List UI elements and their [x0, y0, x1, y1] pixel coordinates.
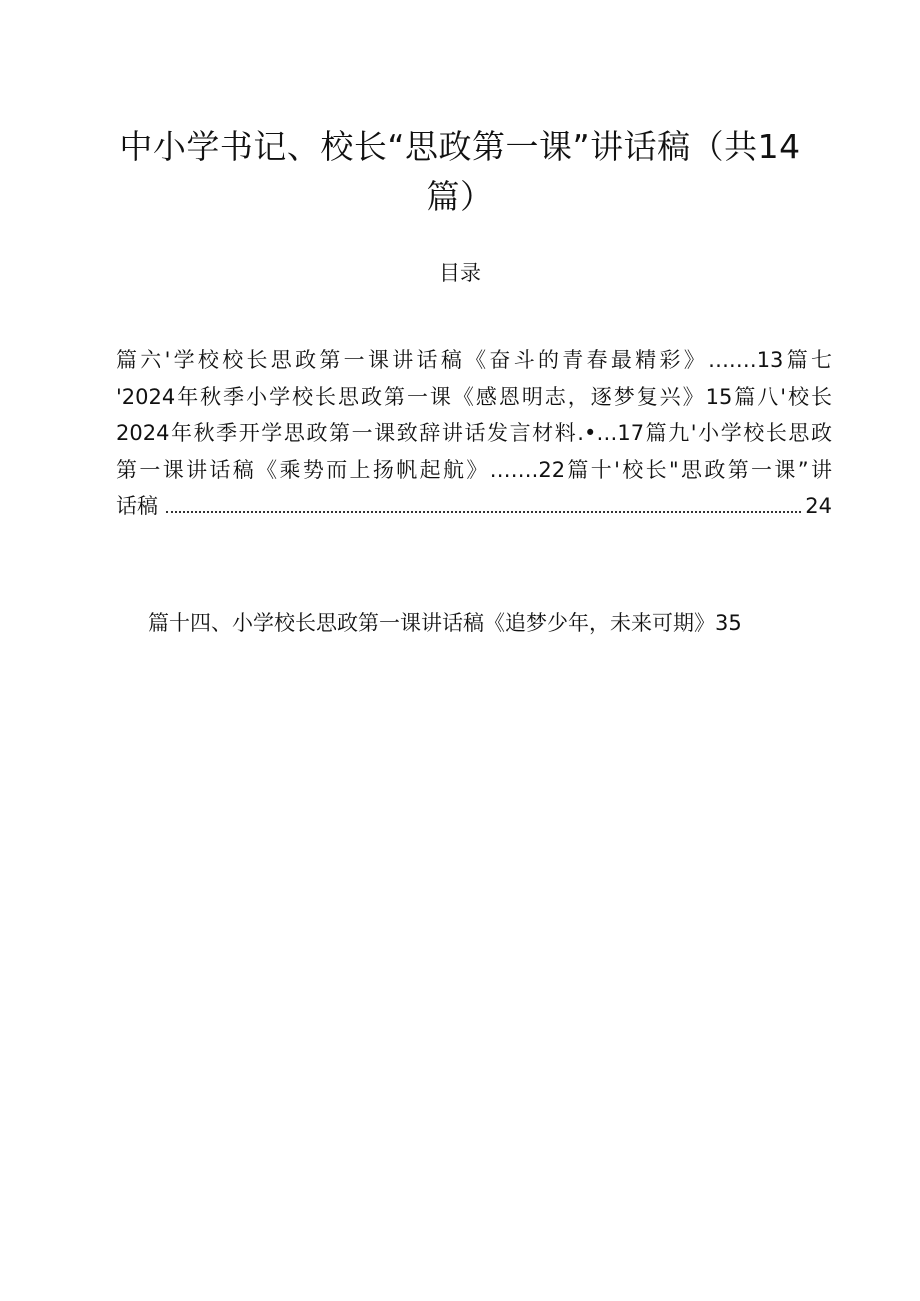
- dot-leader: [166, 510, 801, 513]
- toc-line: 篇六'学校校长思政第一课讲话稿《奋斗的青春最精彩》….…13篇七: [116, 348, 832, 372]
- toc-last-text: 话稿: [116, 494, 158, 518]
- toc-block: [116, 342, 832, 525]
- toc-heading: 目录: [439, 261, 481, 285]
- document-title-line-2: 篇）: [426, 177, 494, 216]
- toc-line: 2024年秋季开学思政第一课致辞讲话发言材料.•…17篇九'小学校长思政: [116, 421, 832, 445]
- document-title: [80, 122, 840, 222]
- toc-entry-14: 篇十四、小学校长思政第一课讲话稿《追梦少年，未来可期》35: [148, 611, 742, 635]
- toc-line-last: [116, 488, 832, 525]
- toc-last-page-number: 24: [805, 494, 832, 518]
- document-title-line-1: 中小学书记、校长“思政第一课”讲话稿（共14: [119, 127, 801, 166]
- toc-line: '2024年秋季小学校长思政第一课《感恩明志，逐梦复兴》15篇八'校长: [116, 384, 832, 409]
- toc-line: 第一课讲话稿《乘势而上扬帆起航》…….22篇十'校长"思政第一课”讲: [116, 457, 832, 482]
